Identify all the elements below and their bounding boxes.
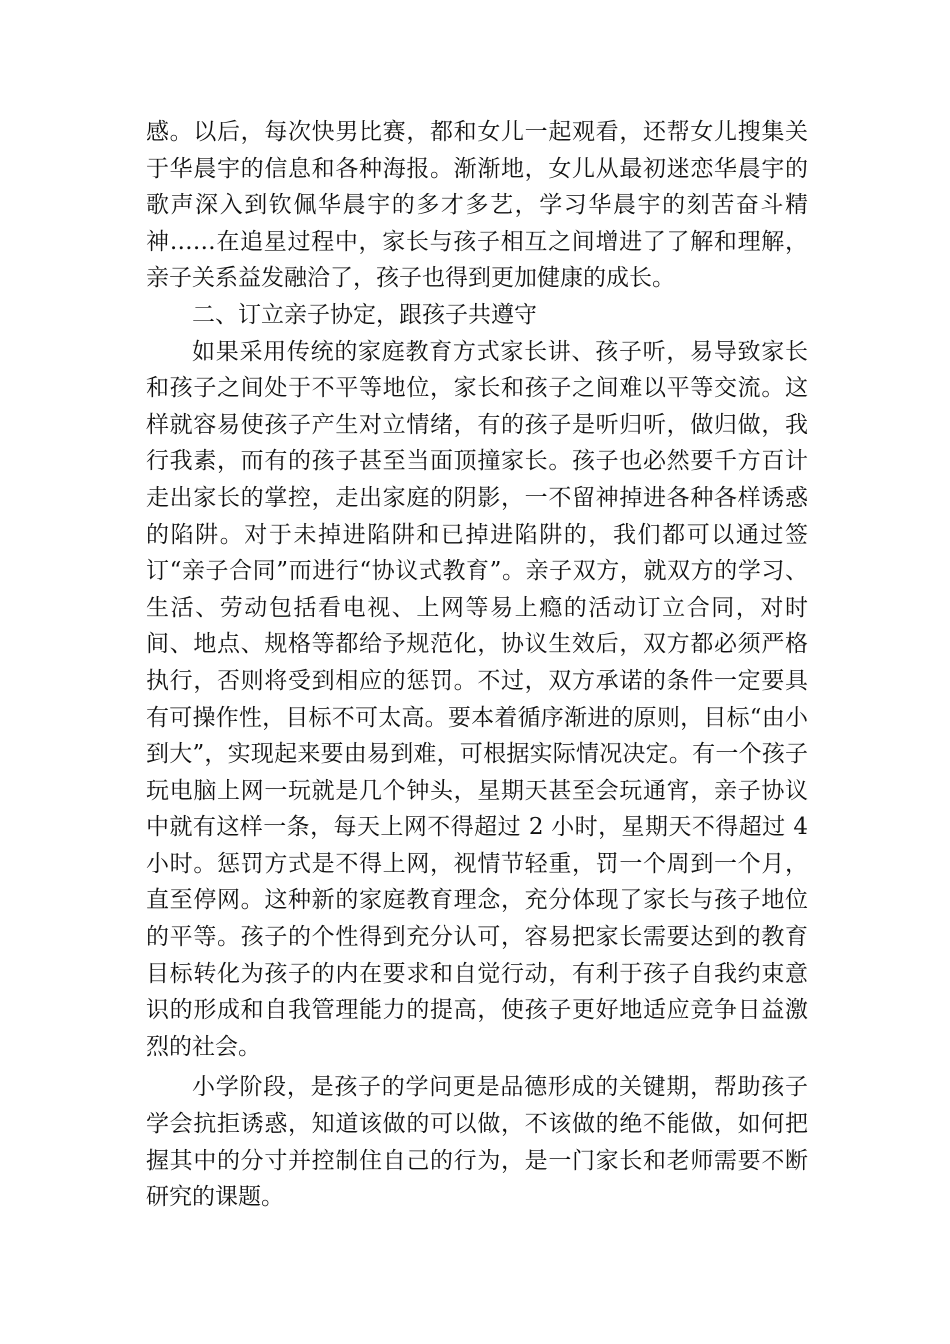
document-body	[146, 114, 808, 1216]
paragraph-conclusion: 小学阶段，是孩子的学问更是品德形成的关键期，帮助孩子学会抗拒诱惑，知道该做的可以做，不该做的绝不能做，如何把握其中的分寸并控制住自己的行为，是一门家长和老师需要不断研究的课题。	[146, 1074, 808, 1211]
paragraph-continuation: 感。以后，每次快男比赛，都和女儿一起观看，还帮女儿搜集关于华晨宇的信息和各种海报。渐渐地，女儿从最初迷恋华晨宇的歌声深入到钦佩华晨宇的多才多艺，学习华晨宇的刻苦奋斗精神……在追星过程中，家长与孩子相互之间增进了了解和理解，亲子关系益发融洽了，孩子也得到更加健康的成长。	[146, 119, 808, 292]
paragraph-agreement: 如果采用传统的家庭教育方式家长讲、孩子听，易导致家长和孩子之间处于不平等地位，家长和孩子之间难以平等交流。这样就容易使孩子产生对立情绪，有的孩子是听归听，做归做，我行我素，而有的孩子甚至当面顶撞家长。孩子也必然要千方百计走出家长的掌控，走出家庭的阴影，一不留神掉进各种各样诱惑的陷阱。对于未掉进陷阱和已掉进陷阱的，我们都可以通过签订“亲子合同”而进行“协议式教育”。亲子双方，就双方的学习、生活、劳动包括看电视、上网等易上瘾的活动订立合同，对时间、地点、规格等都给予规范化，协议生效后，双方都必须严格执行，否则将受到相应的惩罚。不过，双方承诺的条件一定要具有可操作性，目标不可太高。要本着循序渐进的原则，目标“由小到大”，实现起来要由易到难，可根据实际情况决定。有一个孩子玩电脑上网一玩就是几个钟头，星期天甚至会玩通宵，亲子协议中就有这样一条，每天上网不得超过 2 小时，星期天不得超过 4 小时。惩罚方式是不得上网，视情节轻重，罚一个周到一个月，直至停网。这种新的家庭教育理念，充分体现了家长与孩子地位的平等。孩子的个性得到充分认可，容易把家长需要达到的教育目标转化为孩子的内在要求和自觉行动，有利于孩子自我约束意识的形成和自我管理能力的提高，使孩子更好地适应竞争日益激烈的社会。	[146, 338, 808, 1060]
section-heading: 二、订立亲子协定，跟孩子共遵守	[192, 301, 537, 328]
